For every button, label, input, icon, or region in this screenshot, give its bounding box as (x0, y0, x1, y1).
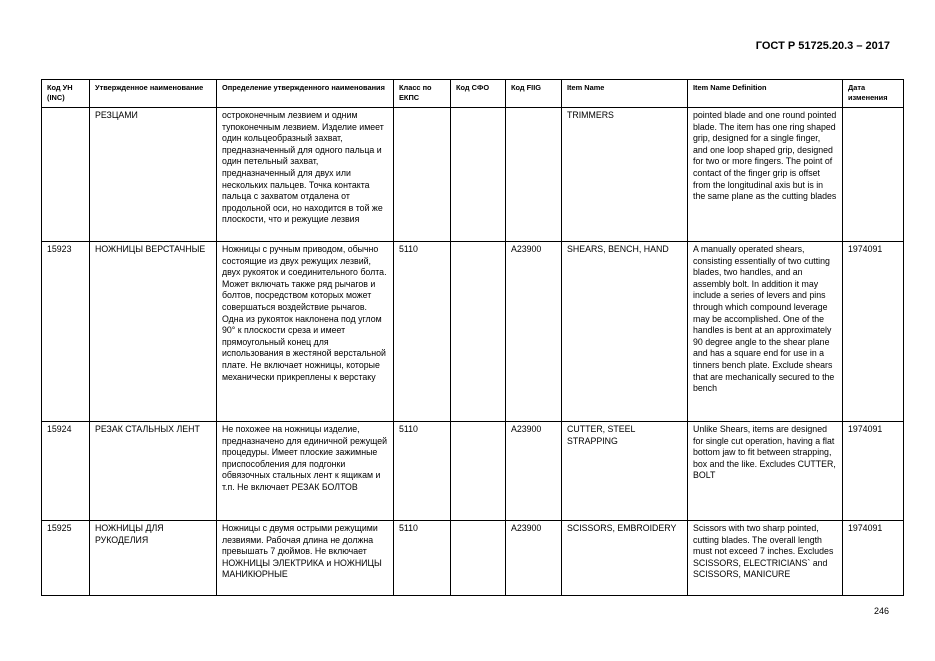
cell-item-name-definition: A manually operated shears, consisting essentially of two cutting blades, two handles, and an assembly bolt. In addition it may include a series of levers and pins through which compound leverage may be accomplished. One of the handles is bent at an approximately 90 degree angle to the shear plane and has a square end for use in a tinners bench plate. Exclude shears that are mechanically secured to the bench (688, 242, 843, 422)
cell-sfo-code (451, 422, 506, 521)
cell-inc (42, 108, 90, 242)
cell-inc: 15925 (42, 521, 90, 596)
cell-approved-name: РЕЗАК СТАЛЬНЫХ ЛЕНТ (90, 422, 217, 521)
cell-change-date (843, 108, 904, 242)
cell-item-name: SHEARS, BENCH, HAND (562, 242, 688, 422)
col-header-approved-name: Утвержденное наименование (90, 80, 217, 108)
cell-definition: Ножницы с ручным приводом, обычно состоящие из двух режущих лезвий, двух рукояток и соединительного болта. Может включать также ряд рычагов и болтов, посредством которых может совершаться воздействие рычагов. Одна из рукояток наклонена под углом 90° к плоскости среза и имеет прямоугольный конец для использования в жестяной верстальной плате. Не включает ножницы, которые механически прикреплены к верстаку (217, 242, 394, 422)
cell-change-date: 1974091 (843, 422, 904, 521)
cell-sfo-code (451, 521, 506, 596)
cell-approved-name: РЕЗЦАМИ (90, 108, 217, 242)
cell-definition: Не похожее на ножницы изделие, предназначено для единичной режущей процедуры. Имеет плоские зажимные приспособления для подгонки обвязочных стальных лент к ящикам и т.п. Не включает РЕЗАК БОЛТОВ (217, 422, 394, 521)
cell-item-name: TRIMMERS (562, 108, 688, 242)
cell-fiig-code (506, 108, 562, 242)
cell-approved-name: НОЖНИЦЫ ДЛЯ РУКОДЕЛИЯ (90, 521, 217, 596)
cell-change-date: 1974091 (843, 521, 904, 596)
col-header-item-name: Item Name (562, 80, 688, 108)
col-header-sfo-code: Код СФО (451, 80, 506, 108)
col-header-definition: Определение утвержденного наименования (217, 80, 394, 108)
cell-item-name-definition: pointed blade and one round pointed blade. The item has one ring shaped grip, designed for a single finger, and one loop shaped grip, designed for two or more fingers. The point of contact of the finger grip is offset from the longitudinal axis but is in the same plane as the cutting blades (688, 108, 843, 242)
cell-definition: Ножницы с двумя острыми режущими лезвиями. Рабочая длина не должна превышать 7 дюймов. Не включает НОЖНИЦЫ ЭЛЕКТРИКА и НОЖНИЦЫ МАНИКЮРНЫЕ (217, 521, 394, 596)
col-header-fiig-code: Код FIIG (506, 80, 562, 108)
nomenclature-table (41, 79, 904, 596)
col-header-inc: Код УН (INC) (42, 80, 90, 108)
table-row (42, 422, 904, 521)
table-row (42, 521, 904, 596)
cell-item-name-definition: Unlike Shears, items are designed for single cut operation, having a flat bottom jaw to fit between strapping, box and the like. Excludes CUTTER, BOLT (688, 422, 843, 521)
cell-definition: остроконечным лезвием и одним тупоконечным лезвием. Изделие имеет один кольцеобразный захват, предназначенный для одного пальца и один петельный захват, предназначенный для двух или нескольких пальцев. Точка контакта пальца с захватом отдалена от продольной оси, но находится в той же плоскости, что и режущие лезвия (217, 108, 394, 242)
cell-item-name: SCISSORS, EMBROIDERY (562, 521, 688, 596)
page-number: 246 (873, 606, 889, 616)
cell-item-name: CUTTER, STEEL STRAPPING (562, 422, 688, 521)
col-header-item-name-definition: Item Name Definition (688, 80, 843, 108)
table-header-row (42, 80, 904, 108)
cell-fiig-code: A23900 (506, 521, 562, 596)
cell-ekps-class (394, 108, 451, 242)
cell-ekps-class: 5110 (394, 521, 451, 596)
col-header-change-date: Дата изменения (843, 80, 904, 108)
cell-item-name-definition: Scissors with two sharp pointed, cutting blades. The overall length must not exceed 7 inches. Excludes SCISSORS, ELECTRICIANS` and SCISSORS, MANICURE (688, 521, 843, 596)
cell-sfo-code (451, 242, 506, 422)
cell-fiig-code: A23900 (506, 422, 562, 521)
cell-approved-name: НОЖНИЦЫ ВЕРСТАЧНЫЕ (90, 242, 217, 422)
cell-fiig-code: A23900 (506, 242, 562, 422)
cell-change-date: 1974091 (843, 242, 904, 422)
cell-ekps-class: 5110 (394, 422, 451, 521)
cell-inc: 15923 (42, 242, 90, 422)
document-id: ГОСТ Р 51725.20.3 – 2017 (755, 40, 890, 52)
cell-ekps-class: 5110 (394, 242, 451, 422)
cell-sfo-code (451, 108, 506, 242)
cell-inc: 15924 (42, 422, 90, 521)
table-row (42, 108, 904, 242)
table-row (42, 242, 904, 422)
col-header-ekps-class: Класс по ЕКПС (394, 80, 451, 108)
